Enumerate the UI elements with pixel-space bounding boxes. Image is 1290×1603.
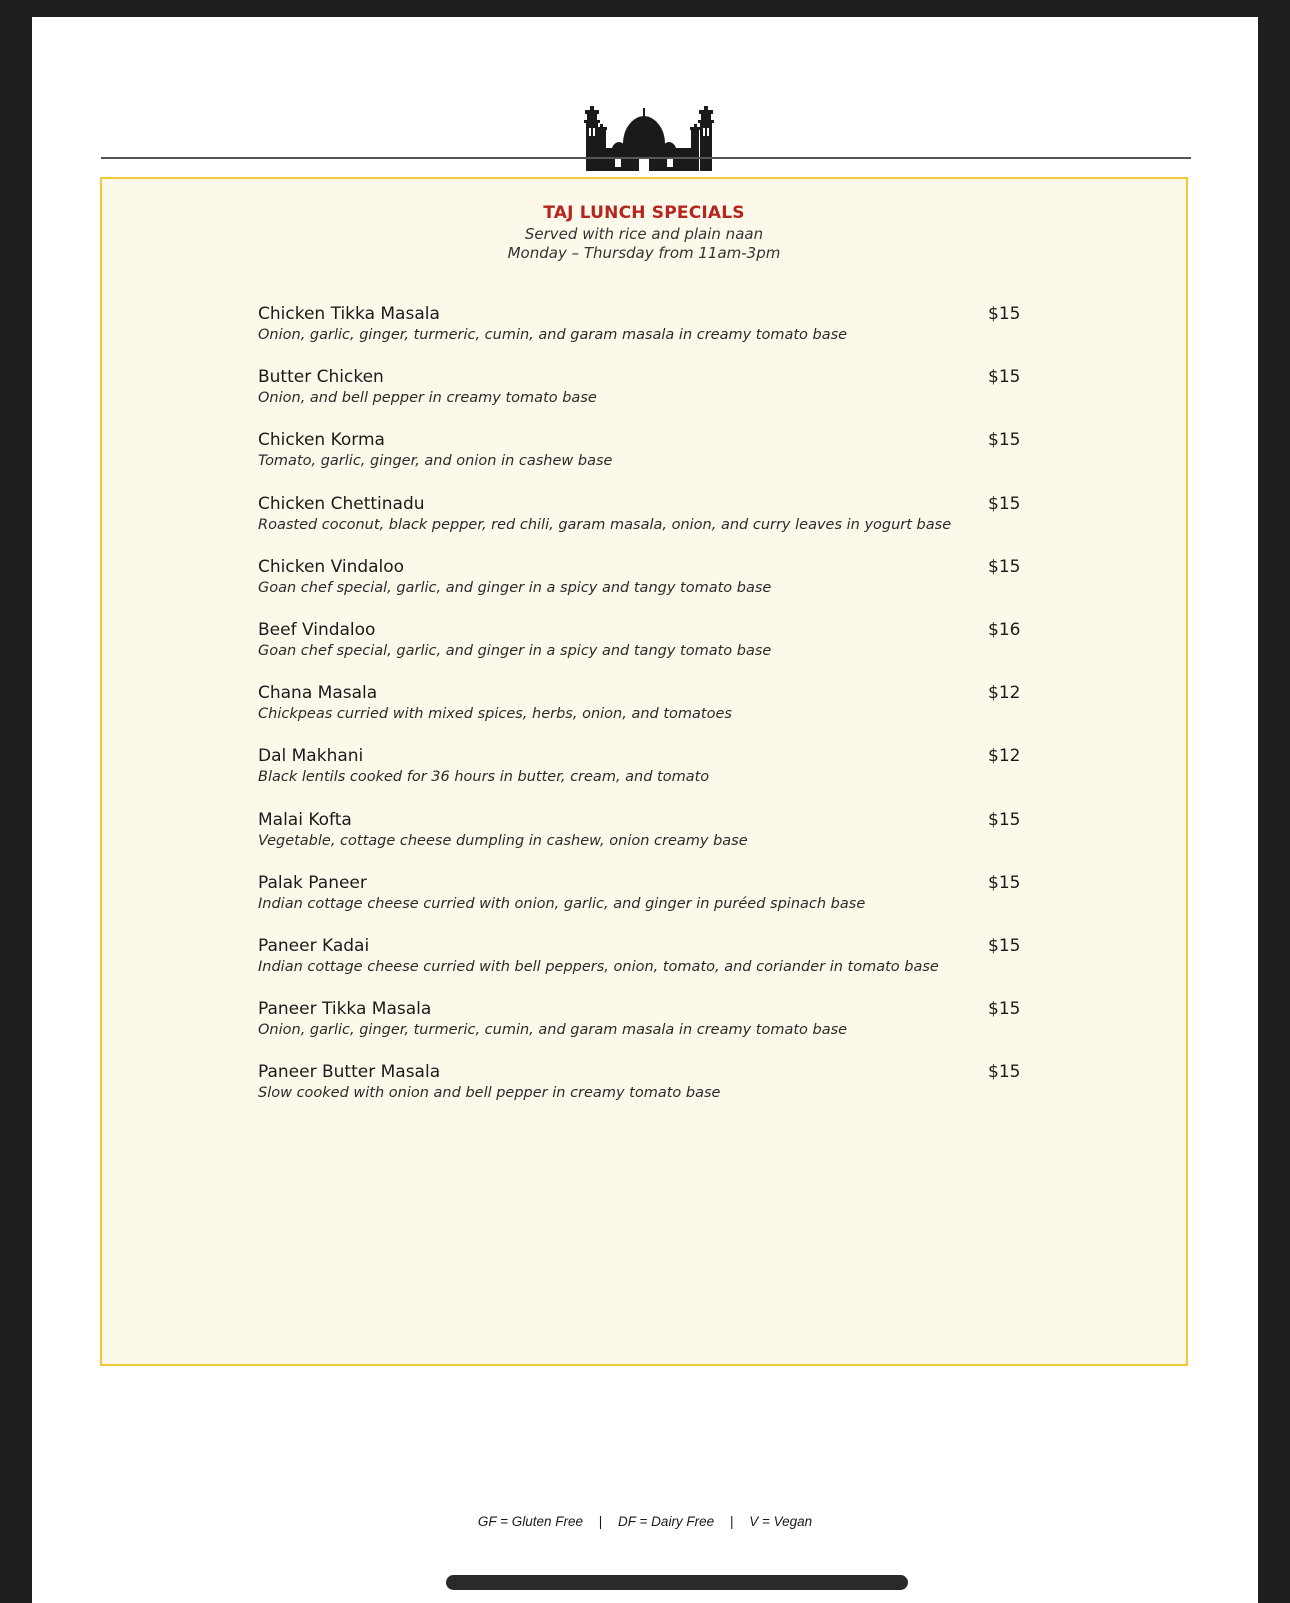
menu-item-name: Palak Paneer [258, 872, 367, 893]
menu-item-price: $15 [988, 872, 1021, 893]
menu-item [258, 746, 1021, 809]
menu-item-name: Chana Masala [258, 683, 378, 704]
legend-vegan: V = Vegan [749, 1514, 813, 1529]
menu-subtitle-served: Served with rice and plain naan [524, 225, 764, 243]
menu-item-price: $15 [988, 304, 1021, 324]
menu-item-price: $15 [988, 1062, 1021, 1083]
menu-item-price: $12 [988, 746, 1021, 767]
menu-item [258, 367, 1021, 430]
menu-item-price: $12 [988, 683, 1021, 704]
menu-item [258, 683, 1021, 746]
menu-item-description: Vegetable, cottage cheese dumpling in cashew, onion creamy base [258, 832, 748, 849]
menu-item-name: Chicken Chettinadu [258, 493, 425, 514]
menu-item-name: Paneer Butter Masala [258, 1062, 441, 1083]
menu-item [258, 999, 1021, 1062]
menu-item-price: $16 [988, 619, 1021, 640]
menu-item-price: $15 [988, 367, 1021, 388]
menu-item [258, 556, 1021, 620]
dietary-legend [32, 1514, 1258, 1529]
menu-item-description: Roasted coconut, black pepper, red chili, garam masala, onion, and curry leaves in yogurt base [258, 516, 952, 533]
legend-dairy-free: DF = Dairy Free [618, 1514, 715, 1529]
menu-item-name: Chicken Korma [258, 430, 385, 451]
menu-item-description: Goan chef special, garlic, and ginger in a spicy and tangy tomato base [258, 642, 772, 659]
menu-item [258, 872, 1021, 936]
menu-item [258, 493, 1021, 557]
menu-item-name: Chicken Tikka Masala [258, 304, 440, 324]
lunch-specials-box [100, 177, 1188, 1366]
menu-item [258, 1062, 1021, 1125]
legend-gluten-free: GF = Gluten Free [477, 1514, 583, 1529]
header-divider [101, 157, 1191, 159]
menu-item-description: Black lentils cooked for 36 hours in butter, cream, and tomato [258, 769, 710, 786]
menu-item-description: Chickpeas curried with mixed spices, herbs, onion, and tomatoes [258, 706, 732, 723]
taj-mahal-silhouette-icon [567, 92, 717, 174]
menu-item-name: Beef Vindaloo [258, 619, 376, 640]
menu-item-price: $15 [988, 809, 1021, 830]
menu-item-price: $15 [988, 999, 1021, 1020]
menu-item-description: Indian cottage cheese curried with bell peppers, onion, tomato, and coriander in tomato base [258, 958, 939, 975]
menu-item [258, 430, 1021, 493]
menu-item-name: Paneer Tikka Masala [258, 999, 432, 1020]
menu-item-name: Butter Chicken [258, 367, 384, 388]
menu-item-price: $15 [988, 556, 1021, 577]
legend-separator: | [729, 1514, 734, 1529]
menu-item-description: Onion, and bell pepper in creamy tomato base [258, 390, 597, 407]
menu-item-name: Dal Makhani [258, 746, 364, 767]
menu-item-name: Chicken Vindaloo [258, 556, 405, 577]
menu-item-name: Malai Kofta [258, 809, 352, 830]
menu-item-description: Onion, garlic, ginger, turmeric, cumin, and garam masala in creamy tomato base [258, 1022, 848, 1039]
home-indicator-bar[interactable] [446, 1575, 908, 1590]
menu-item-description: Onion, garlic, ginger, turmeric, cumin, and garam masala in creamy tomato base [258, 327, 848, 343]
legend-separator: | [598, 1514, 603, 1529]
menu-item-description: Tomato, garlic, ginger, and onion in cashew base [258, 453, 613, 470]
menu-item [258, 935, 1021, 999]
menu-item [258, 304, 1021, 367]
menu-item-description: Slow cooked with onion and bell pepper in creamy tomato base [258, 1085, 721, 1102]
menu-item [258, 619, 1021, 683]
menu-title: TAJ LUNCH SPECIALS [543, 203, 745, 223]
menu-item-description: Indian cottage cheese curried with onion, garlic, and ginger in puréed spinach base [258, 895, 866, 912]
menu-item-price: $15 [988, 935, 1021, 956]
menu-item-price: $15 [988, 430, 1021, 451]
menu-item-price: $15 [988, 493, 1021, 514]
menu-subtitle-hours: Monday – Thursday from 11am-3pm [507, 244, 781, 262]
menu-item-list [258, 304, 1021, 1125]
menu-item-description: Goan chef special, garlic, and ginger in a spicy and tangy tomato base [258, 579, 772, 596]
menu-page [32, 17, 1258, 1603]
menu-item [258, 809, 1021, 873]
menu-item-name: Paneer Kadai [258, 935, 370, 956]
